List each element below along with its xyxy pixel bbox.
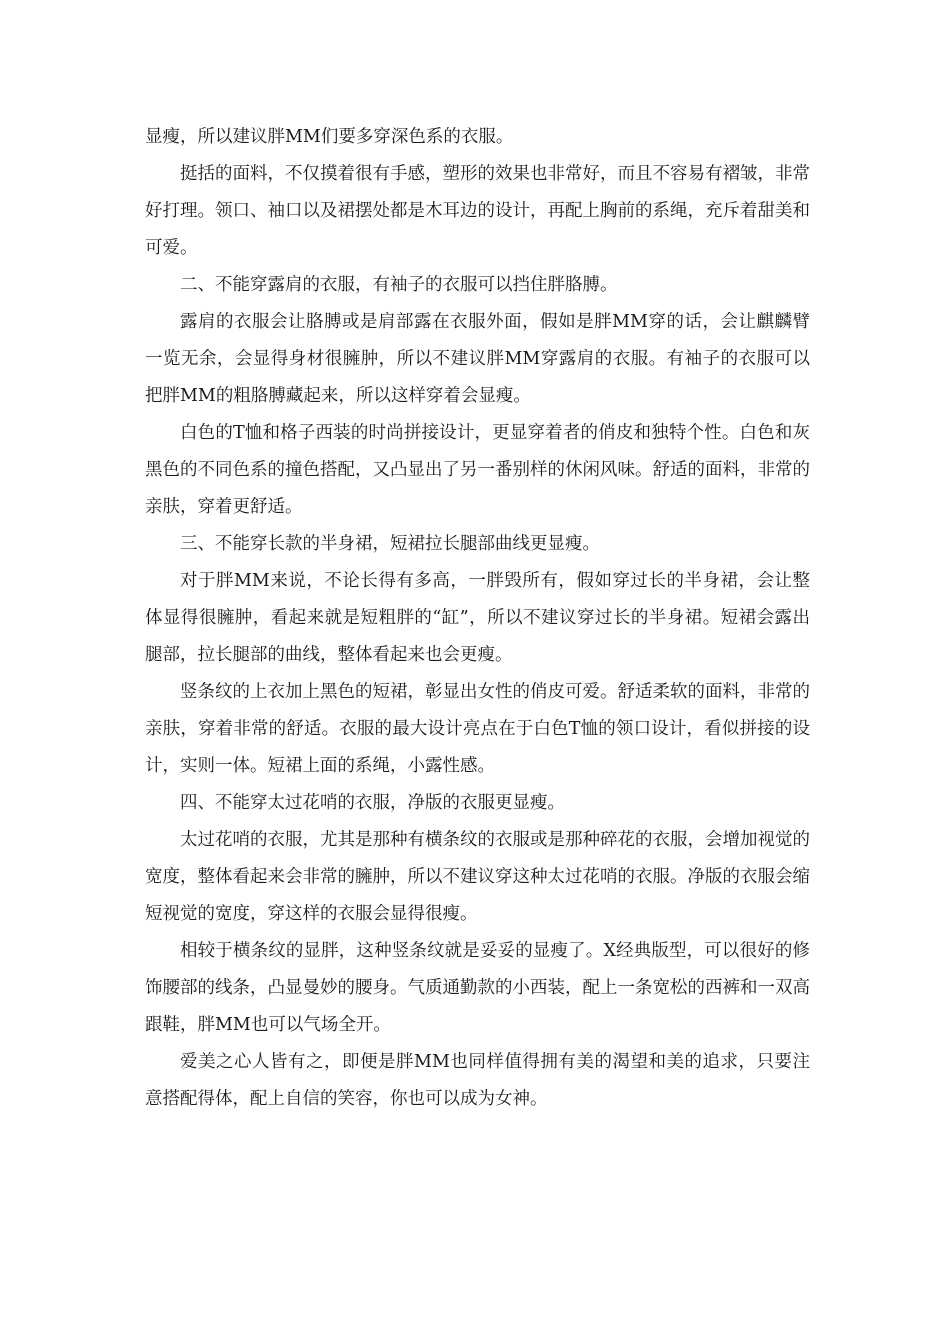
paragraph: 露肩的衣服会让胳膊或是肩部露在衣服外面，假如是胖MM穿的话，会让麒麟臂一览无余，会显得身材很臃肿，所以不建议胖MM穿露肩的衣服。有袖子的衣服可以把胖MM的粗胳膊藏起来，所以这样穿着会显瘦。 bbox=[145, 312, 810, 406]
document-body bbox=[145, 119, 810, 1118]
paragraph: 相较于横条纹的显胖，这种竖条纹就是妥妥的显瘦了。X经典版型，可以很好的修饰腰部的线条，凸显曼妙的腰身。气质通勤款的小西装，配上一条宽松的西裤和一双高跟鞋，胖MM也可以气场全开。 bbox=[145, 941, 810, 1035]
paragraph-continuation: 显瘦，所以建议胖MM们要多穿深色系的衣服。 bbox=[145, 127, 514, 147]
paragraph: 太过花哨的衣服，尤其是那种有横条纹的衣服或是那种碎花的衣服，会增加视觉的宽度，整体看起来会非常的臃肿，所以不建议穿这种太过花哨的衣服。净版的衣服会缩短视觉的宽度，穿这样的衣服会显得很瘦。 bbox=[145, 830, 810, 924]
section-heading: 四、不能穿太过花哨的衣服，净版的衣服更显瘦。 bbox=[180, 793, 565, 813]
paragraph: 挺括的面料，不仅摸着很有手感，塑形的效果也非常好，而且不容易有褶皱，非常好打理。领口、袖口以及裙摆处都是木耳边的设计，再配上胸前的系绳，充斥着甜美和可爱。 bbox=[145, 164, 810, 258]
section-heading: 二、不能穿露肩的衣服，有袖子的衣服可以挡住胖胳膊。 bbox=[180, 275, 618, 295]
paragraph: 竖条纹的上衣加上黑色的短裙，彰显出女性的俏皮可爱。舒适柔软的面料，非常的亲肤，穿着非常的舒适。衣服的最大设计亮点在于白色T恤的领口设计，看似拼接的设计，实则一体。短裙上面的系绳，小露性感。 bbox=[145, 682, 810, 776]
section-heading: 三、不能穿长款的半身裙，短裙拉长腿部曲线更显瘦。 bbox=[180, 534, 600, 554]
paragraph: 对于胖MM来说，不论长得有多高，一胖毁所有，假如穿过长的半身裙，会让整体显得很臃肿，看起来就是短粗胖的“缸”，所以不建议穿过长的半身裙。短裙会露出腿部，拉长腿部的曲线，整体看起来也会更瘦。 bbox=[145, 571, 810, 665]
paragraph: 白色的T恤和格子西装的时尚拼接设计，更显穿着者的俏皮和独特个性。白色和灰黑色的不同色系的撞色搭配，又凸显出了另一番别样的休闲风味。舒适的面料，非常的亲肤，穿着更舒适。 bbox=[145, 423, 810, 517]
paragraph: 爱美之心人皆有之，即便是胖MM也同样值得拥有美的渴望和美的追求，只要注意搭配得体，配上自信的笑容，你也可以成为女神。 bbox=[145, 1052, 810, 1109]
